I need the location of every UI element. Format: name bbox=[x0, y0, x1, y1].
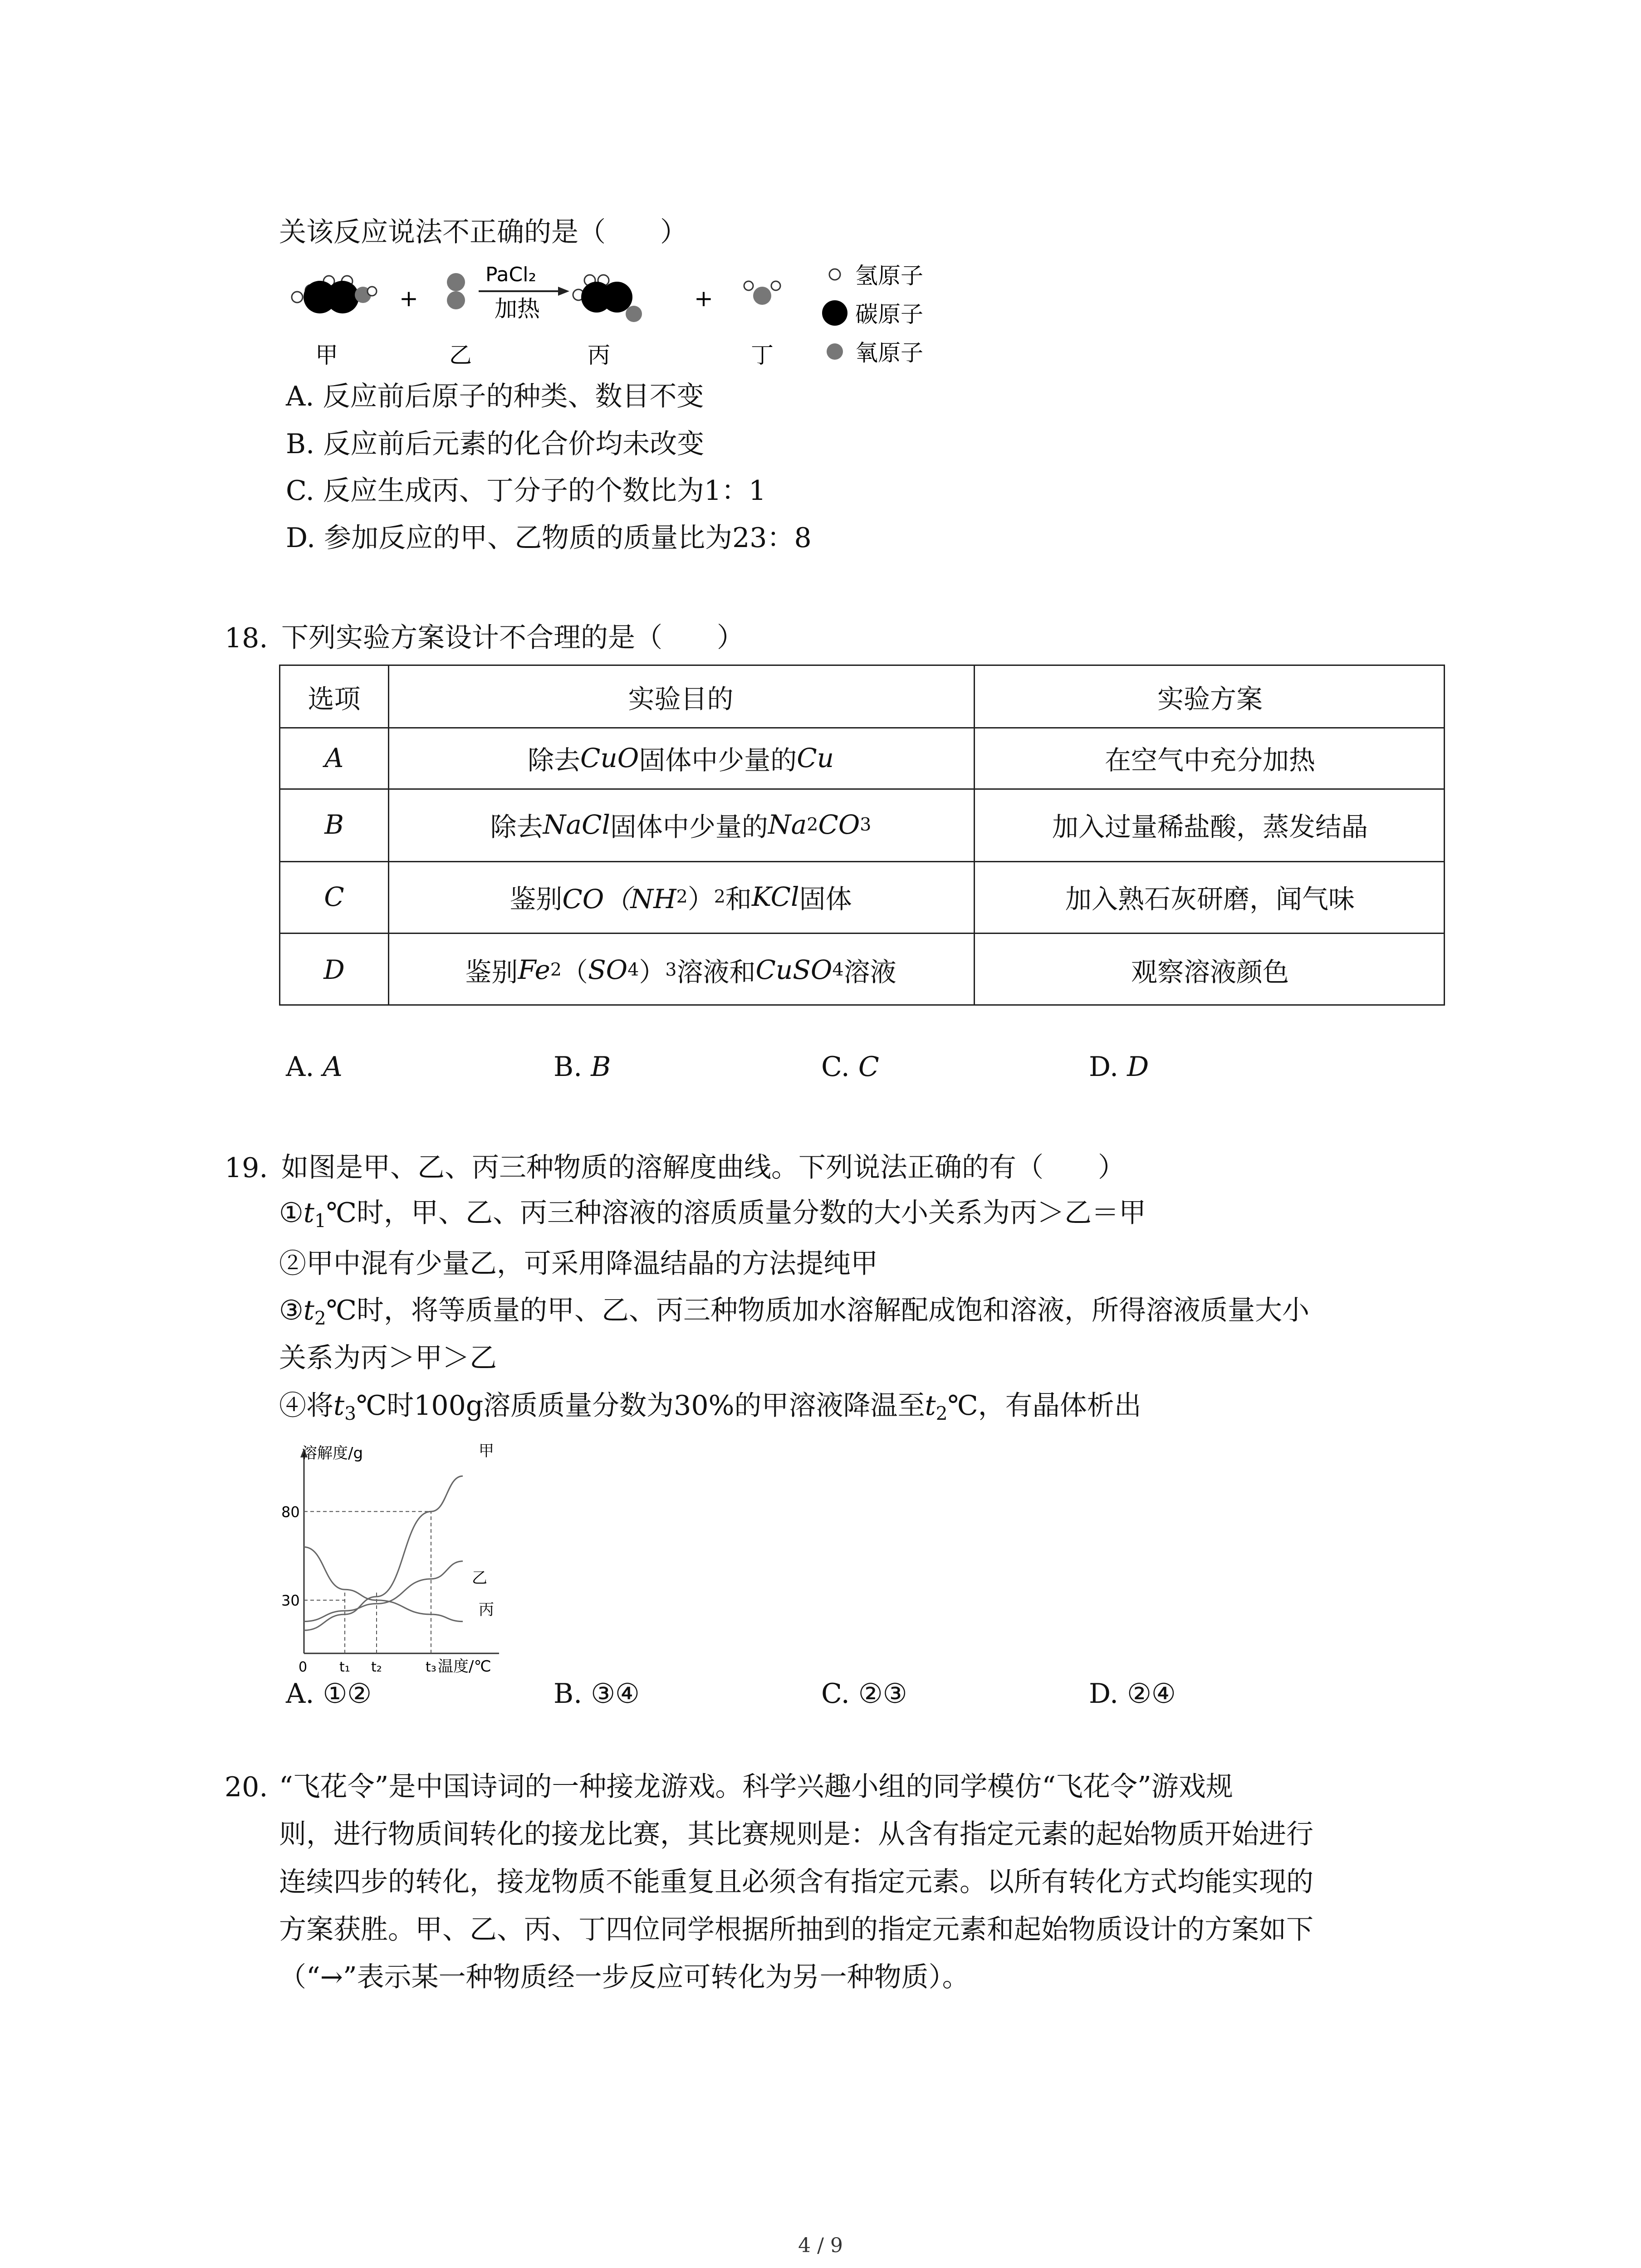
table-row-c-plan: 加入熟石灰研磨，闻气味 bbox=[1065, 884, 1355, 914]
table-header-plan: 实验方案 bbox=[1157, 683, 1263, 714]
q17-option-d: D. 参加反应的甲、乙物质的质量比为23：8 bbox=[286, 522, 812, 554]
q18-option-d: D. D bbox=[1089, 1051, 1149, 1083]
x-tick-label: t₁ bbox=[339, 1659, 350, 1675]
x-tick-label: 0 bbox=[299, 1659, 308, 1675]
q19-stem: 如图是甲、乙、丙三种物质的溶解度曲线。下列说法正确的有（ ） bbox=[281, 1152, 1125, 1183]
q20-line-1: “飞花令”是中国诗词的一种接龙游戏。科学兴趣小组的同学模仿“飞花令”游戏规 bbox=[279, 1771, 1233, 1803]
q17-option-c: C. 反应生成丙、丁分子的个数比为1：1 bbox=[286, 475, 766, 507]
hydrogen-atom-icon bbox=[829, 269, 840, 280]
table-row-b-purpose: 除去 NaCl 固体中少量的 Na 2 CO 3 bbox=[490, 809, 872, 842]
table-row-d-purpose: 鉴别 Fe 2 （ SO 4 ） 3 溶液和 CuSO 4 溶液 bbox=[465, 954, 896, 987]
q20-line-2: 则，进行物质间转化的接龙比赛，其比赛规则是：从含有指定元素的起始物质开始进行 bbox=[279, 1818, 1313, 1850]
label-bing: 丙 bbox=[588, 342, 610, 368]
q17-option-a: A. 反应前后原子的种类、数目不变 bbox=[286, 381, 704, 412]
q19-statement-1: $①t_1℃$时，甲、乙、丙三种溶液的溶质质量分数的大小关系为丙＞乙＝甲 bbox=[279, 1197, 1146, 1232]
series-line-乙 bbox=[304, 1561, 463, 1622]
series-label: 甲 bbox=[479, 1442, 494, 1460]
q19-statement-3-cont: 关系为丙＞甲＞乙 bbox=[279, 1342, 497, 1374]
table-row-b-key: B bbox=[324, 809, 344, 840]
table-header-option: 选项 bbox=[308, 683, 361, 714]
table-row-a-key: A bbox=[324, 742, 344, 773]
table-row-d-plan: 观察溶液颜色 bbox=[1131, 957, 1289, 987]
q18-option-c: C. C bbox=[821, 1051, 879, 1083]
molecule-ding-icon bbox=[744, 281, 780, 305]
q20-line-4: 方案获胜。甲、乙、丙、丁四位同学根据所抽到的指定元素和起始物质设计的方案如下 bbox=[279, 1914, 1313, 1945]
q19-option-c: C. ②③ bbox=[821, 1678, 907, 1710]
y-tick-label: 80 bbox=[281, 1503, 300, 1521]
series-line-甲 bbox=[304, 1476, 463, 1630]
molecule-bing-icon bbox=[573, 275, 642, 322]
carbon-atom-icon bbox=[822, 300, 847, 326]
svg-text:氧原子: 氧原子 bbox=[855, 340, 923, 366]
label-yi: 乙 bbox=[449, 342, 472, 368]
y-tick-label: 30 bbox=[281, 1592, 300, 1609]
q18-option-b: B. B bbox=[554, 1051, 611, 1083]
label-ding: 丁 bbox=[751, 342, 774, 368]
q19-option-b: B. ③④ bbox=[554, 1678, 640, 1710]
molecule-jia-icon bbox=[292, 276, 377, 313]
q19-statement-3: $③t_2℃$时，将等质量的甲、乙、丙三种物质加水溶解配成饱和溶液，所得溶液质量大小 bbox=[279, 1295, 1310, 1330]
series-label: 乙 bbox=[472, 1569, 487, 1587]
q19-number: 19. bbox=[225, 1152, 268, 1184]
table-row-a-purpose: 除去 CuO 固体中少量的 Cu bbox=[527, 742, 834, 776]
table-row-d-key: D bbox=[323, 954, 345, 985]
x-tick-label: t₂ bbox=[371, 1659, 382, 1675]
svg-text:碳原子: 碳原子 bbox=[855, 301, 923, 327]
page-number: 4 / 9 bbox=[798, 2234, 843, 2257]
catalyst-label: PaCl₂ bbox=[485, 263, 537, 286]
q20-line-3: 连续四步的转化，接龙物质不能重复且必须含有指定元素。以所有转化方式均能实现的 bbox=[279, 1866, 1313, 1898]
legend bbox=[822, 263, 923, 366]
plus-sign-1: + bbox=[399, 285, 418, 312]
q19-statement-2: ②甲中混有少量乙，可采用降温结晶的方法提纯甲 bbox=[279, 1248, 878, 1280]
q17-reaction-diagram bbox=[279, 263, 960, 386]
x-tick-label: t₃ bbox=[426, 1659, 436, 1675]
q19-option-d: D. ②④ bbox=[1089, 1678, 1176, 1710]
q18-option-a: A. A bbox=[286, 1051, 343, 1083]
label-jia: 甲 bbox=[315, 342, 338, 368]
table-row-c-purpose: 鉴别 CO（NH 2 ） 2 和 KCl 固体 bbox=[509, 881, 852, 914]
svg-text:氢原子: 氢原子 bbox=[855, 263, 923, 289]
q18-table bbox=[279, 665, 1445, 1006]
molecule-yi-icon bbox=[447, 273, 465, 309]
table-row-b-plan: 加入过量稀盐酸，蒸发结晶 bbox=[1052, 811, 1368, 842]
q19-statement-4: ④将$t_3℃$时100g溶质质量分数为30%的甲溶液降温至$t_2℃$，有晶体析出 bbox=[279, 1390, 1141, 1425]
q17-option-b: B. 反应前后元素的化合价均未改变 bbox=[286, 428, 705, 460]
series-label: 丙 bbox=[479, 1601, 494, 1619]
q17-stem: 关该反应说法不正确的是（ ） bbox=[279, 216, 687, 248]
solubility-chart bbox=[272, 1440, 526, 1694]
table-header-purpose: 实验目的 bbox=[628, 683, 734, 714]
x-axis-label: 温度/℃ bbox=[438, 1657, 491, 1676]
q20-line-5: （“→”表示某一种物质经一步反应可转化为另一种物质）。 bbox=[279, 1961, 970, 1993]
condition-label: 加热 bbox=[495, 296, 540, 322]
q18-number: 18. bbox=[225, 622, 268, 654]
oxygen-atom-icon bbox=[827, 343, 843, 360]
series-line-丙 bbox=[304, 1547, 463, 1621]
table-row-c-key: C bbox=[324, 881, 344, 912]
q19-option-a: A. ①② bbox=[286, 1678, 372, 1710]
table-row-a-plan: 在空气中充分加热 bbox=[1104, 744, 1315, 776]
y-axis-label: 溶解度/g bbox=[302, 1444, 363, 1462]
q18-stem: 下列实验方案设计不合理的是（ ） bbox=[281, 622, 744, 654]
plus-sign-2: + bbox=[694, 285, 713, 312]
q20-number: 20. bbox=[225, 1771, 268, 1803]
